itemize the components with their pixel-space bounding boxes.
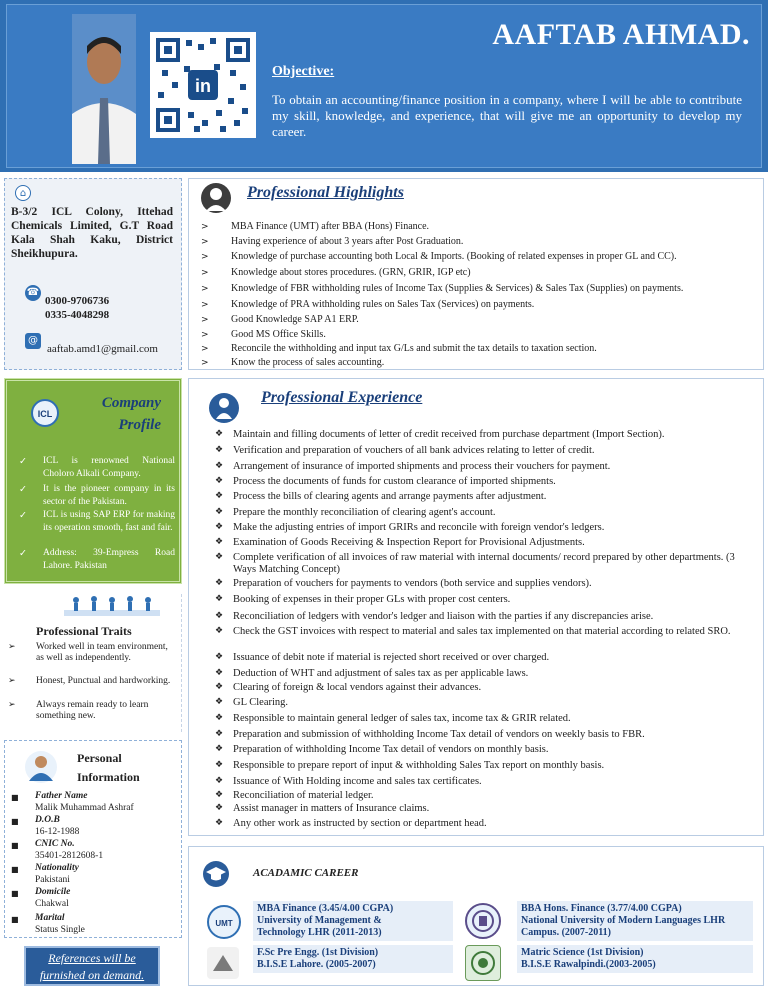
experience-item: ❖ Any other work as instructed by section or department head.: [215, 818, 487, 829]
candidate-name: AAFTAB AHMAD.: [492, 18, 750, 51]
diamond-bullet-icon: ❖: [215, 803, 224, 813]
field-label: Domicile: [35, 887, 71, 897]
arrow-icon: ➢: [8, 642, 16, 652]
personal-info-panel: [4, 740, 182, 938]
experience-item: ❖ Make the adjusting entries of import GRIRs and reconcile with foreign vendor's ledgers.: [215, 522, 605, 533]
highlight-item: > Good Knowledge SAP A1 ERP.: [201, 314, 359, 325]
person-icon: [25, 751, 57, 783]
home-icon: ⌂: [15, 185, 31, 201]
arrow-icon: >: [201, 330, 209, 340]
company-item: ✓ ICL is using SAP ERP for making its operation smooth, fast and fair.: [19, 510, 175, 533]
company-item: ✓ Address: 39-Empress Road Lahore. Pakistan: [19, 548, 175, 571]
professional-avatar-icon: [201, 183, 231, 213]
briefcase-person-icon: [209, 393, 239, 423]
experience-item: ❖ Responsible to prepare report of input & withholding Sales Tax report on monthly basis.: [215, 760, 605, 771]
diamond-bullet-icon: ❖: [215, 729, 224, 739]
academic-title: ACADAMIC CAREER: [253, 867, 359, 879]
experience-item: ❖ Deduction of WHT and adjustment of sales tax as per applicable laws.: [215, 668, 529, 679]
qr-code[interactable]: [150, 32, 256, 138]
company-item: ✓ ICL is renowned National Choloro Alkali Company.: [19, 456, 175, 479]
umt-logo-icon: [207, 905, 241, 939]
arrow-icon: >: [201, 344, 209, 354]
experience-item: ❖ Check the GST invoices with respect to material and sales tax implemented on that material according to related SRO.: [215, 626, 731, 637]
diamond-bullet-icon: ❖: [215, 476, 224, 486]
references-line2: furnished on demand.: [39, 968, 145, 982]
check-icon: ✓: [19, 484, 27, 495]
highlight-item: > Knowledge of FBR withholding rules of Income Tax (Supplies & Services) & Sales Tax (Supplies) on payments.: [201, 283, 684, 294]
arrow-icon: >: [201, 300, 209, 310]
field-value: Pakistani: [35, 875, 70, 885]
arrow-icon: >: [201, 222, 209, 232]
svg-text:in: in: [195, 76, 211, 96]
experience-item: ❖ Preparation of vouchers for payments to vendors (both service and supplies vendors).: [215, 578, 592, 589]
diamond-bullet-icon: ❖: [215, 697, 224, 707]
experience-item: ❖ Clearing of foreign & local vendors against their advances.: [215, 682, 482, 693]
field-label: Marital: [35, 913, 65, 923]
bullet-icon: ■: [11, 817, 19, 826]
diamond-bullet-icon: ❖: [215, 668, 224, 678]
experience-item: ❖ Responsible to maintain general ledger of sales tax, income tax & GRIR related.: [215, 713, 571, 724]
diamond-bullet-icon: ❖: [215, 682, 224, 692]
objective-heading: Objective:: [272, 64, 335, 79]
experience-item: ❖ Booking of expenses in their proper GLs with proper cost centers.: [215, 594, 511, 605]
arrow-icon: >: [201, 237, 209, 247]
experience-item: ❖ Issuance of With Holding income and sales tax certificates.: [215, 776, 482, 787]
experience-item: ❖ Process the documents of funds for custom clearance of imported shipments.: [215, 476, 556, 487]
personal-title-line1: Personal: [77, 751, 122, 765]
highlight-item: > Knowledge of purchase accounting both Local & Imports. (Booking of related expenses in proper GL and CC).: [201, 251, 677, 262]
field-label: D.O.B: [35, 815, 60, 825]
contact-phone-2[interactable]: 0335-4048298: [45, 309, 110, 321]
diamond-bullet-icon: ❖: [215, 818, 224, 828]
personal-title-line2: Information: [77, 770, 140, 784]
field-value: 16-12-1988: [35, 827, 80, 837]
traits-panel: [4, 594, 182, 732]
diamond-bullet-icon: ❖: [215, 713, 224, 723]
team-illustration-icon: [64, 594, 160, 618]
company-item: ✓ It is the pioneer company in its sector of the Pakistan.: [19, 484, 175, 507]
experience-item: ❖ Prepare the monthly reconciliation of clearing agent's account.: [215, 507, 496, 518]
trait-item: ➢ Worked well in team environment, as well as independently.: [8, 642, 168, 663]
bullet-icon: ■: [11, 889, 19, 898]
contact-address: B-3/2 ICL Colony, Ittehad Chemicals Limited, G.T Road Kala Shah Kaku, District Sheikhupura.: [11, 206, 173, 260]
highlight-item: > Reconcile the withholding and input tax G/Ls and submit the tax details to taxation section.: [201, 343, 597, 354]
academic-entry: Matric Science (1st Division) B.I.S.E Rawalpindi.(2003-2005): [517, 945, 753, 973]
arrow-icon: >: [201, 315, 209, 325]
academic-entry: F.Sc Pre Engg. (1st Division) B.I.S.E Lahore. (2005-2007): [253, 945, 453, 973]
field-label: Father Name: [35, 791, 88, 801]
references-note: [24, 946, 160, 986]
arrow-icon: ➢: [8, 676, 16, 686]
company-title-line1: Company: [101, 395, 161, 411]
diamond-bullet-icon: ❖: [215, 611, 224, 621]
experience-title: Professional Experience: [261, 389, 423, 406]
diamond-bullet-icon: ❖: [215, 445, 224, 455]
highlight-item: > Know the process of sales accounting.: [201, 357, 385, 368]
experience-item: ❖ Maintain and filling documents of letter of credit received from purchase department (Import Section).: [215, 429, 665, 440]
diamond-bullet-icon: ❖: [215, 522, 224, 532]
contact-panel: [4, 178, 182, 370]
experience-item: ❖ Verification and preparation of vouchers of all bank advices relating to letter of credit.: [215, 445, 595, 456]
profile-photo: [72, 14, 136, 164]
highlight-item: > MBA Finance (UMT) after BBA (Hons) Finance.: [201, 221, 430, 232]
experience-item: ❖ Preparation of withholding Income Tax detail of vendors on monthly basis.: [215, 744, 549, 755]
field-value: Chakwal: [35, 899, 69, 909]
check-icon: ✓: [19, 456, 27, 467]
experience-item: ❖ Reconciliation of ledgers with vendor's ledger and liaison with the parties if any discrepancies arise.: [215, 611, 654, 622]
arrow-icon: >: [201, 268, 209, 278]
arrow-icon: >: [201, 284, 209, 294]
experience-item: ❖ Process the bills of clearing agents and arrange payments after adjustment.: [215, 491, 547, 502]
highlight-item: > Knowledge about stores procedures. (GRN, GRIR, IGP etc): [201, 267, 471, 278]
experience-item: ❖ GL Clearing.: [215, 697, 289, 708]
diamond-bullet-icon: ❖: [215, 537, 224, 547]
highlights-title: Professional Highlights: [247, 184, 404, 201]
company-title-line2: Profile: [118, 417, 161, 433]
field-value: 35401-2812608-1: [35, 851, 104, 861]
bise-rawalpindi-logo-icon: [465, 945, 501, 981]
phone-icon: ☎: [25, 285, 41, 301]
academic-entry: MBA Finance (3.45/4.00 CGPA) University of Management & Technology LHR (2011-2013): [253, 901, 453, 941]
svg-text:UMT: UMT: [215, 919, 233, 928]
numl-logo-icon: [465, 903, 501, 939]
diamond-bullet-icon: ❖: [215, 429, 224, 439]
field-value: Status Single: [35, 925, 85, 935]
diamond-bullet-icon: ❖: [215, 760, 224, 770]
trait-item: ➢ Honest, Punctual and hardworking.: [8, 676, 171, 686]
check-icon: ✓: [19, 510, 27, 521]
bullet-icon: ■: [11, 915, 19, 924]
bise-lahore-logo-icon: [207, 947, 239, 979]
experience-item: ❖ Arrangement of insurance of imported shipments and process their vouchers for payment.: [215, 461, 611, 472]
diamond-bullet-icon: ❖: [215, 594, 224, 604]
traits-title: Professional Traits: [36, 624, 132, 638]
svg-text:ICL: ICL: [37, 409, 53, 419]
highlight-item: > Knowledge of PRA withholding rules on Sales Tax (Services) on payments.: [201, 299, 535, 310]
highlight-item: > Having experience of about 3 years after Post Graduation.: [201, 236, 464, 247]
diamond-bullet-icon: ❖: [215, 491, 224, 501]
bullet-icon: ■: [11, 841, 19, 850]
graduation-cap-icon: [203, 861, 229, 887]
objective-text: To obtain an accounting/finance position in a company, where I will be able to contribute my skill, knowledge, and experience, that will give me an opportunity to develop my career.: [272, 92, 742, 139]
field-label: Nationality: [35, 863, 79, 873]
arrow-icon: ➢: [8, 700, 16, 710]
academic-panel: [188, 846, 764, 986]
experience-panel: [188, 378, 764, 836]
experience-item: ❖ Complete verification of all invoices of raw material with internal documents/ record prepared by other departments. (3 Ways Matching Concept): [215, 552, 735, 575]
diamond-bullet-icon: ❖: [215, 552, 224, 562]
trait-item: ➢ Always remain ready to learn something new.: [8, 700, 149, 721]
bullet-icon: ■: [11, 793, 19, 802]
diamond-bullet-icon: ❖: [215, 507, 224, 517]
diamond-bullet-icon: ❖: [215, 776, 224, 786]
company-logo-icon: [31, 399, 59, 427]
experience-item: ❖ Preparation and submission of withholding Income Tax detail of vendors on weekly basis to FBR.: [215, 729, 645, 740]
diamond-bullet-icon: ❖: [215, 578, 224, 588]
highlight-item: > Good MS Office Skills.: [201, 329, 326, 340]
diamond-bullet-icon: ❖: [215, 744, 224, 754]
diamond-bullet-icon: ❖: [215, 461, 224, 471]
arrow-icon: >: [201, 252, 209, 262]
check-icon: ✓: [19, 548, 27, 559]
experience-item: ❖ Reconciliation of material ledger.: [215, 790, 374, 801]
diamond-bullet-icon: ❖: [215, 652, 224, 662]
experience-item: ❖ Assist manager in matters of Insurance claims.: [215, 803, 430, 814]
experience-item: ❖ Issuance of debit note if material is rejected short received or over charged.: [215, 652, 550, 663]
email-icon: @: [25, 333, 41, 349]
diamond-bullet-icon: ❖: [215, 790, 224, 800]
field-value: Malik Muhammad Ashraf: [35, 803, 134, 813]
contact-email[interactable]: aaftab.amd1@gmail.com: [47, 343, 158, 355]
bullet-icon: ■: [11, 865, 19, 874]
experience-item: ❖ Examination of Goods Receiving & Inspection Report for Provisional Adjustments.: [215, 537, 585, 548]
company-profile-panel: [4, 378, 182, 584]
highlights-panel: [188, 178, 764, 370]
academic-entry: BBA Hons. Finance (3.77/4.00 CGPA) National University of Modern Languages LHR Campus. (2007-2011): [517, 901, 753, 941]
arrow-icon: >: [201, 358, 209, 368]
field-label: CNIC No.: [35, 839, 75, 849]
references-line1: References will be: [48, 951, 136, 965]
contact-phone-1[interactable]: 0300-9706736: [45, 295, 110, 307]
diamond-bullet-icon: ❖: [215, 626, 224, 636]
